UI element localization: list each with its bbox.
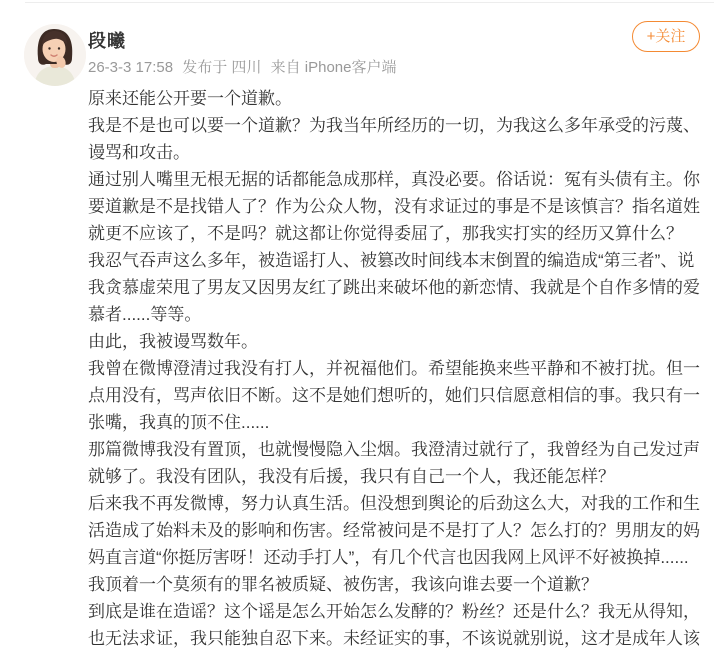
- post-paragraph: 原来还能公开要一个道歉。: [88, 89, 292, 108]
- follow-button[interactable]: [632, 21, 700, 52]
- follow-button-label: +关注: [646, 28, 686, 45]
- post-paragraph: 到底是谁在造谣？这个谣是怎么开始怎么发酵的？粉丝？还是什么？我无从得知，也无法求证，我只能独自忍下来。未经证实的事，不该说就别说，这才是成年人该: [88, 602, 700, 648]
- post-location: 发布于 四川: [182, 59, 262, 76]
- post-paragraph: 我忍气吞声这么多年，被造谣打人、被篡改时间线本末倒置的编造成“第三者”、说我贪慕虚荣甩了男友又因男友红了跳出来破坏他的新恋情、我就是个自作多情的爱慕者......等等。: [88, 251, 700, 324]
- post-content: [88, 85, 702, 653]
- username[interactable]: 段曦: [88, 31, 126, 51]
- avatar[interactable]: [24, 24, 86, 86]
- post-paragraph: 后来我不再发微博，努力认真生活。但没想到舆论的后劲这么大，对我的工作和生活造成了始料未及的影响和伤害。经常被问是不是打了人？怎么打的？男朋友的妈妈直言道“你挺厉害呀！还动手打人”，有几个代言也因我网上风评不好被换掉......: [88, 494, 700, 567]
- post-paragraph: 我顶着一个莫须有的罪名被质疑、被伤害，我该向谁去要一个道歉？: [88, 575, 598, 594]
- post-paragraph: 通过别人嘴里无根无据的话都能急成那样，真没必要。俗话说：冤有头债有主。你要道歉是不是找错人了？作为公众人物，没有求证过的事是不是该慎言？指名道姓就更不应该了，不是吗？就这都让你觉得委屈了，那我实打实的经历又算什么？: [88, 170, 700, 243]
- post-source: 来自 iPhone客户端: [270, 59, 397, 76]
- post-paragraph: 由此，我被谩骂数年。: [88, 332, 258, 351]
- user-photo-icon: [24, 24, 86, 86]
- post-meta: [88, 56, 396, 77]
- post-paragraph: 我曾在微博澄清过我没有打人，并祝福他们。希望能换来些平静和不被打扰。但一点用没有，骂声依旧不断。这不是她们想听的，她们只信愿意相信的事。我只有一张嘴，我真的顶不住......: [88, 359, 700, 432]
- post-timestamp: 26-3-3 17:58: [88, 59, 174, 76]
- top-divider: [25, 2, 714, 3]
- post-paragraph: 我是不是也可以要一个道歉？为我当年所经历的一切，为我这么多年承受的污蔑、谩骂和攻击。: [88, 116, 700, 162]
- post-paragraph: 那篇微博我没有置顶，也就慢慢隐入尘烟。我澄清过就行了，我曾经为自己发过声就够了。我没有团队，我没有后援，我只有自己一个人，我还能怎样？: [88, 440, 700, 486]
